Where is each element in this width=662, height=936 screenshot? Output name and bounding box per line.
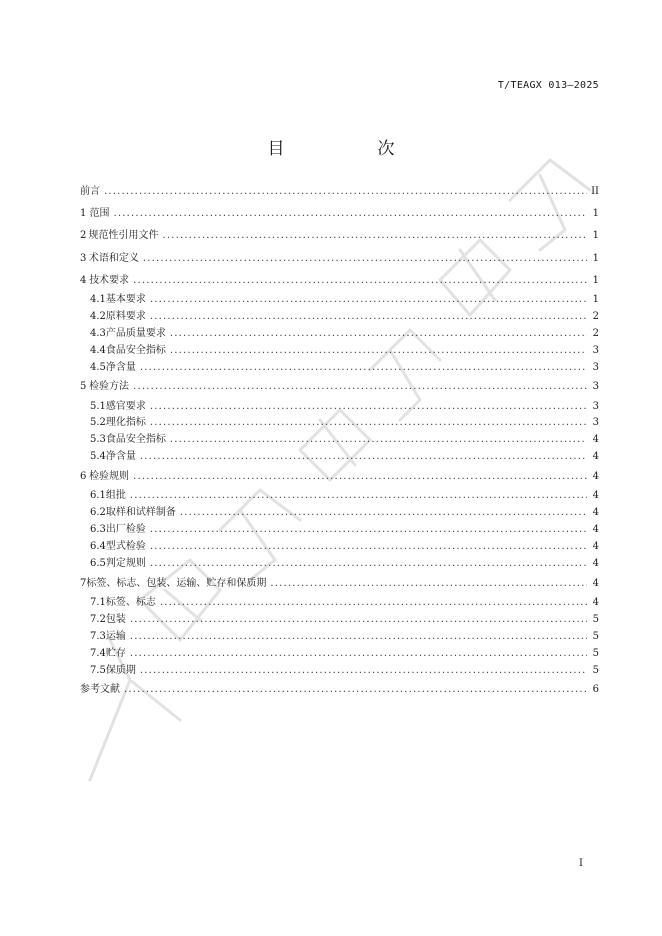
toc-entry-label: 基本要求 (105, 293, 146, 305)
toc-entry-number: 4.5 (90, 361, 106, 373)
toc-entry[interactable] (80, 415, 599, 432)
toc-entry-number: 6.5 (90, 557, 106, 569)
toc-entry-number: 6.4 (90, 541, 106, 552)
standard-code: T/TEAGX 013—2025 (497, 80, 599, 91)
toc-entry-page: 5 (592, 647, 599, 659)
toc-leader-dots (140, 449, 587, 466)
toc-entry[interactable] (80, 595, 599, 612)
toc-entry[interactable] (80, 248, 599, 270)
toc-entry-number: 7.3 (90, 630, 106, 642)
toc-entry-label: 判定规则 (105, 557, 146, 569)
toc-entry[interactable] (80, 292, 599, 309)
toc-entry-page: 2 (592, 310, 599, 322)
toc-entry[interactable] (80, 376, 599, 398)
toc-entry[interactable] (80, 270, 599, 292)
toc-entry-number: 6.3 (90, 524, 106, 536)
toc-leader-dots (113, 203, 587, 225)
toc-entry-page: 4 (592, 451, 599, 463)
toc-entry-number: 4.3 (90, 327, 106, 339)
toc-leader-dots (150, 522, 587, 539)
toc-leader-dots (150, 556, 587, 573)
toc-leader-dots (150, 539, 587, 556)
toc-entry[interactable] (80, 432, 599, 449)
toc-entry-number: 6 (80, 471, 87, 483)
toc-entry-label: 技术要求 (89, 274, 130, 286)
toc-entry[interactable] (80, 505, 599, 522)
toc-entry[interactable] (80, 343, 599, 360)
toc-entry-label: 术语和定义 (88, 252, 139, 264)
toc-entry-number: 5.1 (90, 400, 106, 412)
toc-entry-page: 4 (592, 596, 599, 608)
toc-entry-label: 原料要求 (105, 310, 146, 322)
toc-entry-page: 3 (592, 344, 599, 356)
toc-entry-page: 4 (592, 471, 599, 483)
toc-entry[interactable] (80, 488, 599, 505)
toc-leader-dots (130, 646, 587, 663)
toc-leader-dots (133, 466, 587, 488)
toc-entry-number: 6.1 (90, 490, 106, 502)
toc-entry-number: 5.4 (90, 451, 106, 463)
toc-leader-dots (140, 360, 587, 377)
toc-leader-dots (150, 415, 587, 432)
toc-entry-label: 标签、标志、包装、运输、贮存和保质期 (86, 577, 267, 589)
toc-entry-label: 标签、标志 (105, 596, 156, 608)
toc-entry-number: 4.4 (90, 344, 106, 356)
toc-entry-page: 1 (592, 230, 599, 242)
toc-entry-page: 4 (592, 557, 599, 569)
toc-entry[interactable] (80, 629, 599, 646)
toc-entry[interactable] (80, 449, 599, 466)
footer-page-number: I (579, 858, 583, 869)
toc-entry[interactable] (80, 679, 599, 701)
toc-entry-page: 4 (592, 434, 599, 446)
toc-entry-number: 4.1 (90, 293, 106, 305)
toc-entry-page: 4 (592, 524, 599, 536)
toc-entry[interactable] (80, 522, 599, 539)
toc-entry-page: 3 (592, 417, 599, 429)
toc-entry-label: 取样和试样制备 (105, 507, 176, 519)
toc-entry[interactable] (80, 539, 599, 556)
toc-entry[interactable] (80, 466, 599, 488)
toc-entry-number: 7.2 (90, 613, 106, 625)
toc-entry-label: 型式检验 (105, 541, 146, 552)
toc-leader-dots (150, 309, 587, 326)
table-of-contents (80, 181, 599, 702)
toc-entry-label: 贮存 (105, 647, 126, 659)
toc-entry-label: 参考文献 (80, 684, 120, 696)
toc-entry-number: 7.1 (90, 596, 106, 608)
toc-entry-page: 2 (592, 327, 599, 339)
toc-entry-page: 1 (592, 274, 599, 286)
toc-entry-page: 1 (592, 208, 599, 220)
toc-entry-label: 规范性引用文件 (88, 230, 159, 242)
toc-entry[interactable] (80, 573, 599, 595)
toc-leader-dots (140, 663, 587, 680)
toc-leader-dots (150, 399, 587, 416)
toc-entry-page: 5 (592, 630, 599, 642)
toc-entry-label: 净含量 (105, 361, 136, 373)
toc-entry-page: 6 (592, 684, 599, 696)
toc-leader-dots (170, 343, 587, 360)
toc-entry-number: 5 (80, 381, 87, 393)
toc-entry[interactable] (80, 309, 599, 326)
toc-entry-page: 3 (592, 381, 599, 393)
toc-entry-page: II (591, 186, 599, 197)
toc-entry-label: 检验规则 (89, 471, 130, 483)
toc-entry-number: 6.2 (90, 507, 106, 519)
toc-entry-page: 5 (592, 613, 599, 625)
toc-leader-dots (270, 573, 587, 595)
toc-entry-number: 7.5 (90, 664, 106, 676)
toc-entry-page: 4 (592, 490, 599, 502)
toc-leader-dots (150, 292, 587, 309)
toc-entry-number: 1 (80, 208, 87, 220)
toc-leader-dots (180, 505, 587, 522)
toc-entry-page: 5 (592, 664, 599, 676)
toc-entry-label: 感官要求 (105, 400, 146, 412)
toc-entry-label: 检验方法 (89, 381, 130, 393)
toc-leader-dots (160, 595, 587, 612)
toc-entry-number: 4.2 (90, 310, 106, 322)
toc-leader-dots (130, 629, 587, 646)
toc-entry[interactable] (80, 225, 599, 247)
toc-entry-label: 食品安全指标 (105, 344, 166, 356)
toc-entry-label: 组批 (105, 490, 126, 502)
toc-entry-page: 4 (592, 577, 599, 589)
toc-entry-label: 保质期 (105, 664, 136, 676)
toc-entry[interactable] (80, 646, 599, 663)
toc-entry[interactable] (80, 556, 599, 573)
toc-entry[interactable] (80, 663, 599, 680)
toc-entry-page: 3 (592, 361, 599, 373)
toc-entry-page: 3 (592, 400, 599, 412)
toc-entry-number: 4 (80, 274, 87, 286)
toc-leader-dots (170, 326, 587, 343)
toc-entry[interactable] (80, 360, 599, 377)
toc-entry-label: 食品安全指标 (105, 434, 166, 446)
toc-leader-dots (133, 376, 587, 398)
toc-entry-label: 运输 (105, 630, 126, 642)
toc-leader-dots (143, 248, 587, 270)
toc-entry[interactable] (80, 203, 599, 225)
toc-entry[interactable] (80, 181, 599, 203)
toc-leader-dots (130, 612, 587, 629)
toc-entry-label: 理化指标 (105, 417, 146, 429)
toc-entry[interactable] (80, 612, 599, 629)
page-title: 目 次 (267, 139, 433, 159)
toc-leader-dots (104, 181, 587, 203)
toc-entry-label: 净含量 (105, 451, 136, 463)
toc-entry[interactable] (80, 326, 599, 343)
toc-leader-dots (170, 432, 587, 449)
toc-entry-number: 2 (80, 230, 87, 242)
toc-entry-label: 产品质量要求 (105, 327, 166, 339)
toc-entry-label: 包装 (105, 613, 126, 625)
toc-entry-number: 7 (80, 577, 87, 589)
toc-leader-dots (133, 270, 587, 292)
toc-entry-label: 范围 (89, 208, 110, 220)
toc-entry-label: 前言 (80, 186, 100, 197)
toc-entry-page: 1 (592, 252, 599, 264)
toc-entry-page: 4 (592, 507, 599, 519)
toc-entry-page: 4 (592, 541, 599, 552)
toc-entry-page: 1 (592, 293, 599, 305)
toc-leader-dots (130, 488, 587, 505)
toc-entry-label: 出厂检验 (105, 524, 146, 536)
toc-entry[interactable] (80, 399, 599, 416)
toc-leader-dots (162, 225, 587, 247)
toc-entry-number: 3 (80, 252, 87, 264)
toc-entry-number: 5.3 (90, 434, 106, 446)
toc-entry-number: 5.2 (90, 417, 106, 429)
toc-leader-dots (124, 679, 587, 701)
toc-entry-number: 7.4 (90, 647, 106, 659)
